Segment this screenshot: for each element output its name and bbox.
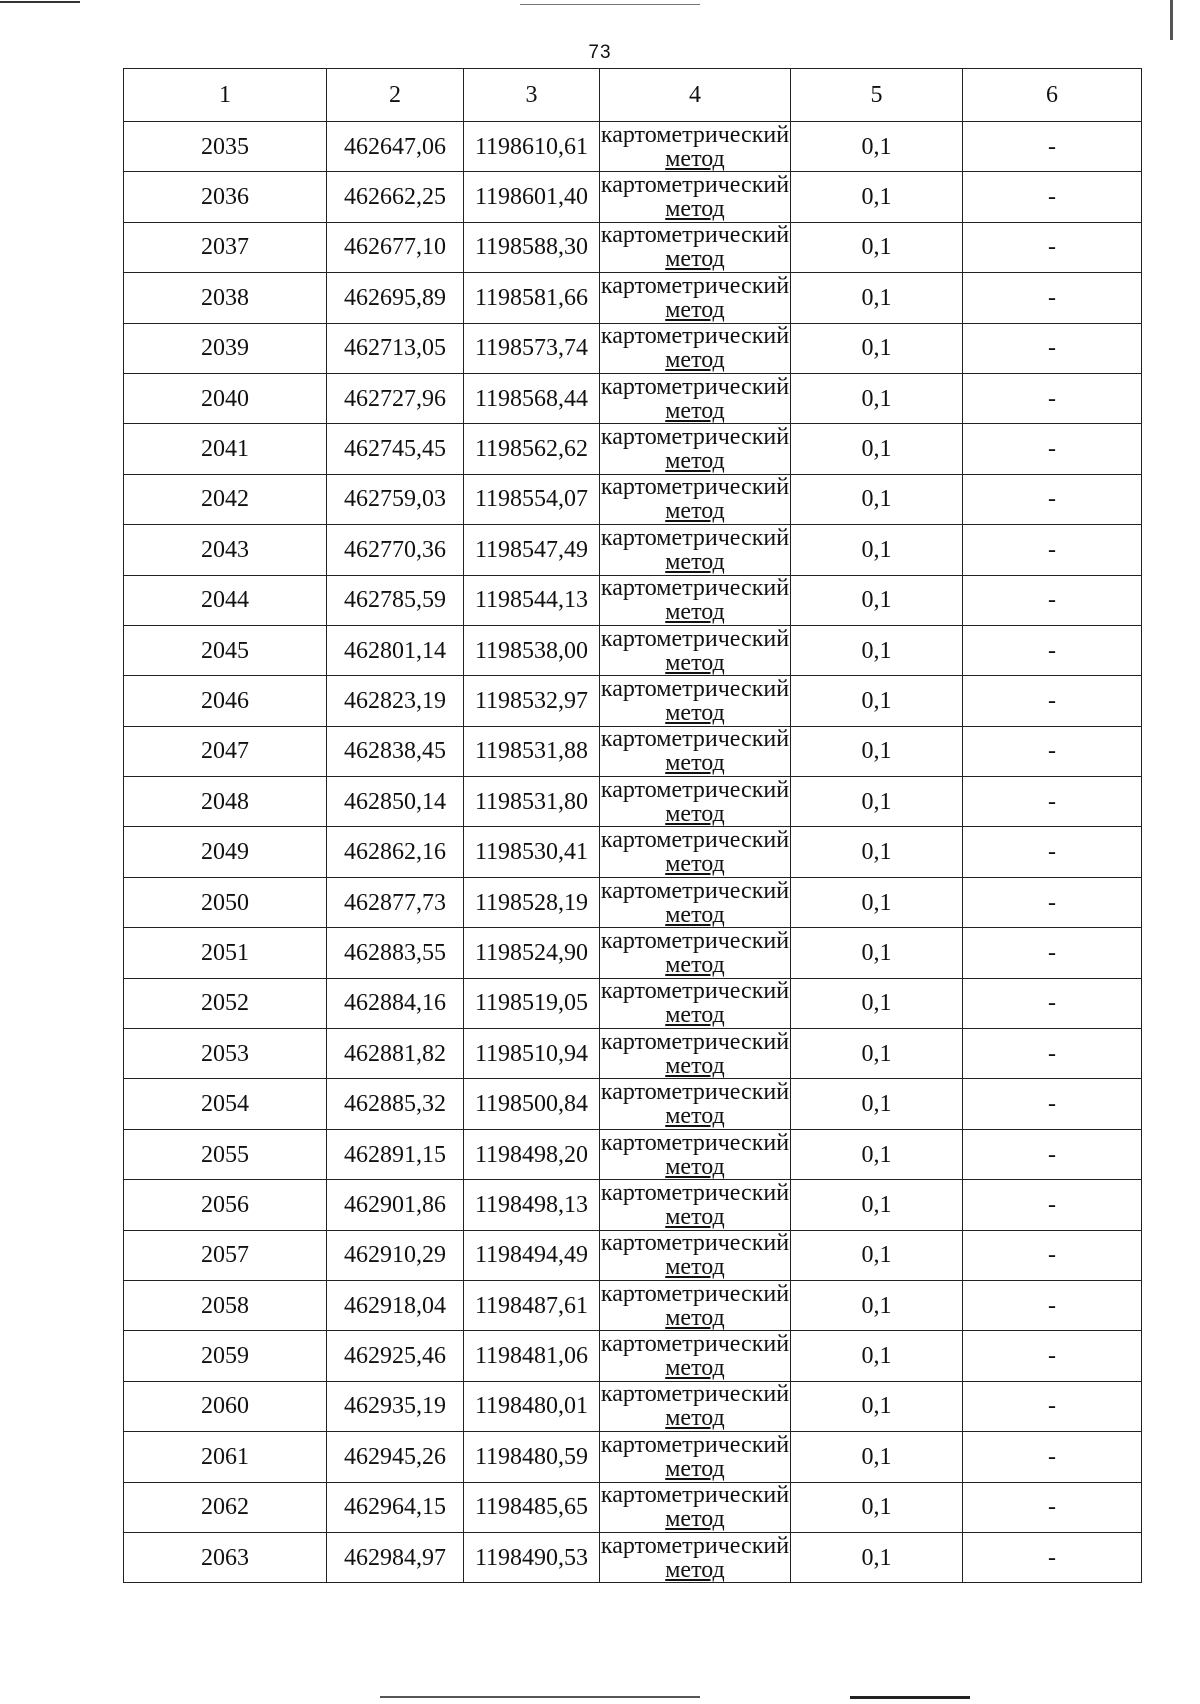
- accuracy-cell: 0,1: [791, 928, 963, 978]
- x-coordinate-cell: 462785,59: [327, 575, 464, 625]
- method-cell: [600, 172, 791, 222]
- column-header-2: 2: [327, 69, 464, 122]
- method-text-line2: метод: [665, 1052, 725, 1079]
- y-coordinate-cell: 1198581,66: [464, 273, 600, 323]
- note-cell: -: [963, 1280, 1142, 1330]
- method-text-line1: картометрический: [600, 272, 790, 299]
- point-number-cell: 2047: [124, 726, 327, 776]
- note-cell: -: [963, 373, 1142, 423]
- point-number-cell: 2062: [124, 1482, 327, 1532]
- point-number-cell: 2036: [124, 172, 327, 222]
- method-text-line2: метод: [665, 1103, 725, 1130]
- x-coordinate-cell: 462935,19: [327, 1381, 464, 1431]
- scan-artifact-top-right: [1170, 0, 1173, 40]
- column-header-1: 1: [124, 69, 327, 122]
- accuracy-cell: 0,1: [791, 1129, 963, 1179]
- table-row: [124, 525, 1142, 575]
- method-text-line1: картометрический: [600, 726, 790, 753]
- point-number-cell: 2054: [124, 1079, 327, 1129]
- table-row: [124, 1432, 1142, 1482]
- method-text-line2: метод: [665, 800, 725, 827]
- method-cell: [600, 1381, 791, 1431]
- accuracy-cell: 0,1: [791, 1532, 963, 1582]
- table-row: [124, 928, 1142, 978]
- accuracy-cell: 0,1: [791, 625, 963, 675]
- note-cell: -: [963, 1180, 1142, 1230]
- method-text-line2: метод: [665, 750, 725, 777]
- accuracy-cell: 0,1: [791, 827, 963, 877]
- table-row: [124, 1381, 1142, 1431]
- scan-artifact-bottom-center: [380, 1696, 700, 1698]
- accuracy-cell: 0,1: [791, 1432, 963, 1482]
- x-coordinate-cell: 462823,19: [327, 676, 464, 726]
- method-text-line2: метод: [665, 196, 725, 223]
- note-cell: -: [963, 1230, 1142, 1280]
- y-coordinate-cell: 1198524,90: [464, 928, 600, 978]
- method-cell: [600, 273, 791, 323]
- note-cell: -: [963, 1482, 1142, 1532]
- scan-artifact-top-left: [0, 1, 80, 3]
- table-row: [124, 1230, 1142, 1280]
- table-row: [124, 777, 1142, 827]
- method-text-line1: картометрический: [600, 1431, 790, 1458]
- x-coordinate-cell: 462759,03: [327, 474, 464, 524]
- page-number: 73: [588, 42, 612, 63]
- point-number-cell: 2056: [124, 1180, 327, 1230]
- x-coordinate-cell: 462884,16: [327, 978, 464, 1028]
- y-coordinate-cell: 1198530,41: [464, 827, 600, 877]
- method-text-line1: картометрический: [600, 1179, 790, 1206]
- method-text-line2: метод: [665, 951, 725, 978]
- accuracy-cell: 0,1: [791, 373, 963, 423]
- note-cell: -: [963, 172, 1142, 222]
- x-coordinate-cell: 462925,46: [327, 1331, 464, 1381]
- x-coordinate-cell: 462918,04: [327, 1280, 464, 1330]
- method-text-line2: метод: [665, 397, 725, 424]
- accuracy-cell: 0,1: [791, 424, 963, 474]
- coordinates-table: [123, 68, 1142, 1583]
- point-number-cell: 2041: [124, 424, 327, 474]
- method-cell: [600, 323, 791, 373]
- table-row: [124, 877, 1142, 927]
- accuracy-cell: 0,1: [791, 1280, 963, 1330]
- table-row: [124, 1532, 1142, 1582]
- x-coordinate-cell: 462891,15: [327, 1129, 464, 1179]
- x-coordinate-cell: 462727,96: [327, 373, 464, 423]
- point-number-cell: 2060: [124, 1381, 327, 1431]
- method-text-line1: картометрический: [600, 373, 790, 400]
- y-coordinate-cell: 1198485,65: [464, 1482, 600, 1532]
- method-text-line1: картометрический: [600, 927, 790, 954]
- y-coordinate-cell: 1198601,40: [464, 172, 600, 222]
- accuracy-cell: 0,1: [791, 474, 963, 524]
- method-text-line2: метод: [665, 1455, 725, 1482]
- x-coordinate-cell: 462883,55: [327, 928, 464, 978]
- method-text-line2: метод: [665, 347, 725, 374]
- point-number-cell: 2039: [124, 323, 327, 373]
- accuracy-cell: 0,1: [791, 877, 963, 927]
- method-text-line1: картометрический: [600, 675, 790, 702]
- method-cell: [600, 1331, 791, 1381]
- y-coordinate-cell: 1198500,84: [464, 1079, 600, 1129]
- method-cell: [600, 726, 791, 776]
- method-cell: [600, 474, 791, 524]
- table-row: [124, 575, 1142, 625]
- accuracy-cell: 0,1: [791, 978, 963, 1028]
- method-text-line1: картометрический: [600, 1532, 790, 1559]
- method-text-line2: метод: [665, 599, 725, 626]
- method-text-line2: метод: [665, 1254, 725, 1281]
- table-row: [124, 1180, 1142, 1230]
- method-text-line2: метод: [665, 1304, 725, 1331]
- point-number-cell: 2037: [124, 222, 327, 272]
- y-coordinate-cell: 1198573,74: [464, 323, 600, 373]
- point-number-cell: 2049: [124, 827, 327, 877]
- method-text-line1: картометрический: [600, 1280, 790, 1307]
- method-cell: [600, 373, 791, 423]
- method-text-line2: метод: [665, 1153, 725, 1180]
- accuracy-cell: 0,1: [791, 1381, 963, 1431]
- y-coordinate-cell: 1198519,05: [464, 978, 600, 1028]
- method-cell: [600, 1482, 791, 1532]
- accuracy-cell: 0,1: [791, 676, 963, 726]
- table-row: [124, 424, 1142, 474]
- method-text-line1: картометрический: [600, 1079, 790, 1106]
- accuracy-cell: 0,1: [791, 525, 963, 575]
- note-cell: -: [963, 1331, 1142, 1381]
- table-row: [124, 625, 1142, 675]
- y-coordinate-cell: 1198562,62: [464, 424, 600, 474]
- method-cell: [600, 625, 791, 675]
- x-coordinate-cell: 462877,73: [327, 877, 464, 927]
- method-cell: [600, 1079, 791, 1129]
- point-number-cell: 2044: [124, 575, 327, 625]
- x-coordinate-cell: 462901,86: [327, 1180, 464, 1230]
- method-text-line1: картометрический: [600, 776, 790, 803]
- point-number-cell: 2043: [124, 525, 327, 575]
- method-text-line1: картометрический: [600, 323, 790, 350]
- x-coordinate-cell: 462910,29: [327, 1230, 464, 1280]
- note-cell: -: [963, 1029, 1142, 1079]
- method-cell: [600, 1230, 791, 1280]
- y-coordinate-cell: 1198538,00: [464, 625, 600, 675]
- accuracy-cell: 0,1: [791, 1331, 963, 1381]
- method-cell: [600, 928, 791, 978]
- y-coordinate-cell: 1198487,61: [464, 1280, 600, 1330]
- table-row: [124, 474, 1142, 524]
- table-row: [124, 273, 1142, 323]
- note-cell: -: [963, 273, 1142, 323]
- method-cell: [600, 877, 791, 927]
- table-row: [124, 323, 1142, 373]
- y-coordinate-cell: 1198610,61: [464, 122, 600, 172]
- scan-artifact-top-center: [520, 4, 700, 5]
- x-coordinate-cell: 462662,25: [327, 172, 464, 222]
- method-cell: [600, 676, 791, 726]
- scan-artifact-bottom-right: [850, 1696, 970, 1699]
- table-row: [124, 1079, 1142, 1129]
- accuracy-cell: 0,1: [791, 273, 963, 323]
- accuracy-cell: 0,1: [791, 1079, 963, 1129]
- method-text-line1: картометрический: [600, 827, 790, 854]
- method-text-line2: метод: [665, 649, 725, 676]
- x-coordinate-cell: 462984,97: [327, 1532, 464, 1582]
- point-number-cell: 2046: [124, 676, 327, 726]
- method-text-line1: картометрический: [600, 1028, 790, 1055]
- accuracy-cell: 0,1: [791, 323, 963, 373]
- point-number-cell: 2045: [124, 625, 327, 675]
- method-text-line1: картометрический: [600, 1129, 790, 1156]
- y-coordinate-cell: 1198547,49: [464, 525, 600, 575]
- y-coordinate-cell: 1198494,49: [464, 1230, 600, 1280]
- method-cell: [600, 1432, 791, 1482]
- accuracy-cell: 0,1: [791, 222, 963, 272]
- point-number-cell: 2048: [124, 777, 327, 827]
- method-text-line2: метод: [665, 1556, 725, 1583]
- method-cell: [600, 1129, 791, 1179]
- point-number-cell: 2050: [124, 877, 327, 927]
- x-coordinate-cell: 462862,16: [327, 827, 464, 877]
- note-cell: -: [963, 323, 1142, 373]
- point-number-cell: 2051: [124, 928, 327, 978]
- y-coordinate-cell: 1198490,53: [464, 1532, 600, 1582]
- note-cell: -: [963, 474, 1142, 524]
- note-cell: -: [963, 978, 1142, 1028]
- accuracy-cell: 0,1: [791, 1482, 963, 1532]
- x-coordinate-cell: 462801,14: [327, 625, 464, 675]
- method-cell: [600, 122, 791, 172]
- table-row: [124, 172, 1142, 222]
- point-number-cell: 2059: [124, 1331, 327, 1381]
- note-cell: -: [963, 877, 1142, 927]
- x-coordinate-cell: 462885,32: [327, 1079, 464, 1129]
- method-text-line1: картометрический: [600, 1331, 790, 1358]
- column-header-4: 4: [600, 69, 791, 122]
- method-cell: [600, 575, 791, 625]
- method-text-line1: картометрический: [600, 524, 790, 551]
- accuracy-cell: 0,1: [791, 1029, 963, 1079]
- method-text-line2: метод: [665, 1506, 725, 1533]
- x-coordinate-cell: 462850,14: [327, 777, 464, 827]
- method-text-line1: картометрический: [600, 424, 790, 451]
- table-row: [124, 978, 1142, 1028]
- table-row: [124, 1029, 1142, 1079]
- method-cell: [600, 1029, 791, 1079]
- y-coordinate-cell: 1198544,13: [464, 575, 600, 625]
- table-row: [124, 1129, 1142, 1179]
- method-text-line2: метод: [665, 1002, 725, 1029]
- method-text-line2: метод: [665, 145, 725, 172]
- method-cell: [600, 1280, 791, 1330]
- note-cell: -: [963, 1079, 1142, 1129]
- x-coordinate-cell: 462881,82: [327, 1029, 464, 1079]
- method-text-line1: картометрический: [600, 1230, 790, 1257]
- method-text-line1: картометрический: [600, 474, 790, 501]
- point-number-cell: 2038: [124, 273, 327, 323]
- method-cell: [600, 777, 791, 827]
- point-number-cell: 2061: [124, 1432, 327, 1482]
- note-cell: -: [963, 1432, 1142, 1482]
- point-number-cell: 2042: [124, 474, 327, 524]
- table-row: [124, 122, 1142, 172]
- method-text-line1: картометрический: [600, 978, 790, 1005]
- y-coordinate-cell: 1198532,97: [464, 676, 600, 726]
- note-cell: -: [963, 928, 1142, 978]
- y-coordinate-cell: 1198480,59: [464, 1432, 600, 1482]
- x-coordinate-cell: 462945,26: [327, 1432, 464, 1482]
- note-cell: -: [963, 625, 1142, 675]
- y-coordinate-cell: 1198510,94: [464, 1029, 600, 1079]
- y-coordinate-cell: 1198480,01: [464, 1381, 600, 1431]
- x-coordinate-cell: 462745,45: [327, 424, 464, 474]
- y-coordinate-cell: 1198481,06: [464, 1331, 600, 1381]
- method-text-line2: метод: [665, 901, 725, 928]
- point-number-cell: 2063: [124, 1532, 327, 1582]
- accuracy-cell: 0,1: [791, 172, 963, 222]
- table-row: [124, 1280, 1142, 1330]
- method-text-line2: метод: [665, 246, 725, 273]
- table-header-row: [124, 69, 1142, 122]
- note-cell: -: [963, 525, 1142, 575]
- note-cell: -: [963, 222, 1142, 272]
- table-row: [124, 827, 1142, 877]
- method-cell: [600, 1180, 791, 1230]
- method-text-line1: картометрический: [600, 877, 790, 904]
- method-text-line1: картометрический: [600, 222, 790, 249]
- x-coordinate-cell: 462770,36: [327, 525, 464, 575]
- table-row: [124, 676, 1142, 726]
- note-cell: -: [963, 1532, 1142, 1582]
- point-number-cell: 2055: [124, 1129, 327, 1179]
- table-row: [124, 373, 1142, 423]
- y-coordinate-cell: 1198498,20: [464, 1129, 600, 1179]
- table-row: [124, 1331, 1142, 1381]
- point-number-cell: 2052: [124, 978, 327, 1028]
- point-number-cell: 2057: [124, 1230, 327, 1280]
- y-coordinate-cell: 1198568,44: [464, 373, 600, 423]
- y-coordinate-cell: 1198498,13: [464, 1180, 600, 1230]
- method-text-line2: метод: [665, 851, 725, 878]
- x-coordinate-cell: 462838,45: [327, 726, 464, 776]
- method-cell: [600, 222, 791, 272]
- x-coordinate-cell: 462964,15: [327, 1482, 464, 1532]
- method-text-line2: метод: [665, 1355, 725, 1382]
- table-row: [124, 222, 1142, 272]
- y-coordinate-cell: 1198588,30: [464, 222, 600, 272]
- y-coordinate-cell: 1198531,88: [464, 726, 600, 776]
- method-text-line2: метод: [665, 1203, 725, 1230]
- accuracy-cell: 0,1: [791, 777, 963, 827]
- table-body: [124, 122, 1142, 1583]
- note-cell: -: [963, 777, 1142, 827]
- point-number-cell: 2040: [124, 373, 327, 423]
- accuracy-cell: 0,1: [791, 726, 963, 776]
- method-text-line2: метод: [665, 548, 725, 575]
- method-cell: [600, 424, 791, 474]
- x-coordinate-cell: 462647,06: [327, 122, 464, 172]
- note-cell: -: [963, 424, 1142, 474]
- method-cell: [600, 827, 791, 877]
- method-text-line2: метод: [665, 498, 725, 525]
- note-cell: -: [963, 726, 1142, 776]
- note-cell: -: [963, 1129, 1142, 1179]
- note-cell: -: [963, 575, 1142, 625]
- column-header-3: 3: [464, 69, 600, 122]
- method-text-line2: метод: [665, 448, 725, 475]
- x-coordinate-cell: 462677,10: [327, 222, 464, 272]
- method-text-line2: метод: [665, 699, 725, 726]
- point-number-cell: 2053: [124, 1029, 327, 1079]
- table-row: [124, 1482, 1142, 1532]
- method-text-line1: картометрический: [600, 1381, 790, 1408]
- method-text-line2: метод: [665, 1405, 725, 1432]
- column-header-6: 6: [963, 69, 1142, 122]
- note-cell: -: [963, 122, 1142, 172]
- method-text-line2: метод: [665, 296, 725, 323]
- note-cell: -: [963, 827, 1142, 877]
- point-number-cell: 2035: [124, 122, 327, 172]
- accuracy-cell: 0,1: [791, 1230, 963, 1280]
- column-header-5: 5: [791, 69, 963, 122]
- method-text-line1: картометрический: [600, 575, 790, 602]
- method-text-line1: картометрический: [600, 172, 790, 199]
- accuracy-cell: 0,1: [791, 122, 963, 172]
- y-coordinate-cell: 1198554,07: [464, 474, 600, 524]
- x-coordinate-cell: 462695,89: [327, 273, 464, 323]
- method-text-line1: картометрический: [600, 625, 790, 652]
- note-cell: -: [963, 1381, 1142, 1431]
- method-cell: [600, 1532, 791, 1582]
- method-cell: [600, 978, 791, 1028]
- y-coordinate-cell: 1198531,80: [464, 777, 600, 827]
- method-text-line1: картометрический: [600, 121, 790, 148]
- table-row: [124, 726, 1142, 776]
- method-cell: [600, 525, 791, 575]
- point-number-cell: 2058: [124, 1280, 327, 1330]
- y-coordinate-cell: 1198528,19: [464, 877, 600, 927]
- method-text-line1: картометрический: [600, 1482, 790, 1509]
- accuracy-cell: 0,1: [791, 575, 963, 625]
- x-coordinate-cell: 462713,05: [327, 323, 464, 373]
- accuracy-cell: 0,1: [791, 1180, 963, 1230]
- note-cell: -: [963, 676, 1142, 726]
